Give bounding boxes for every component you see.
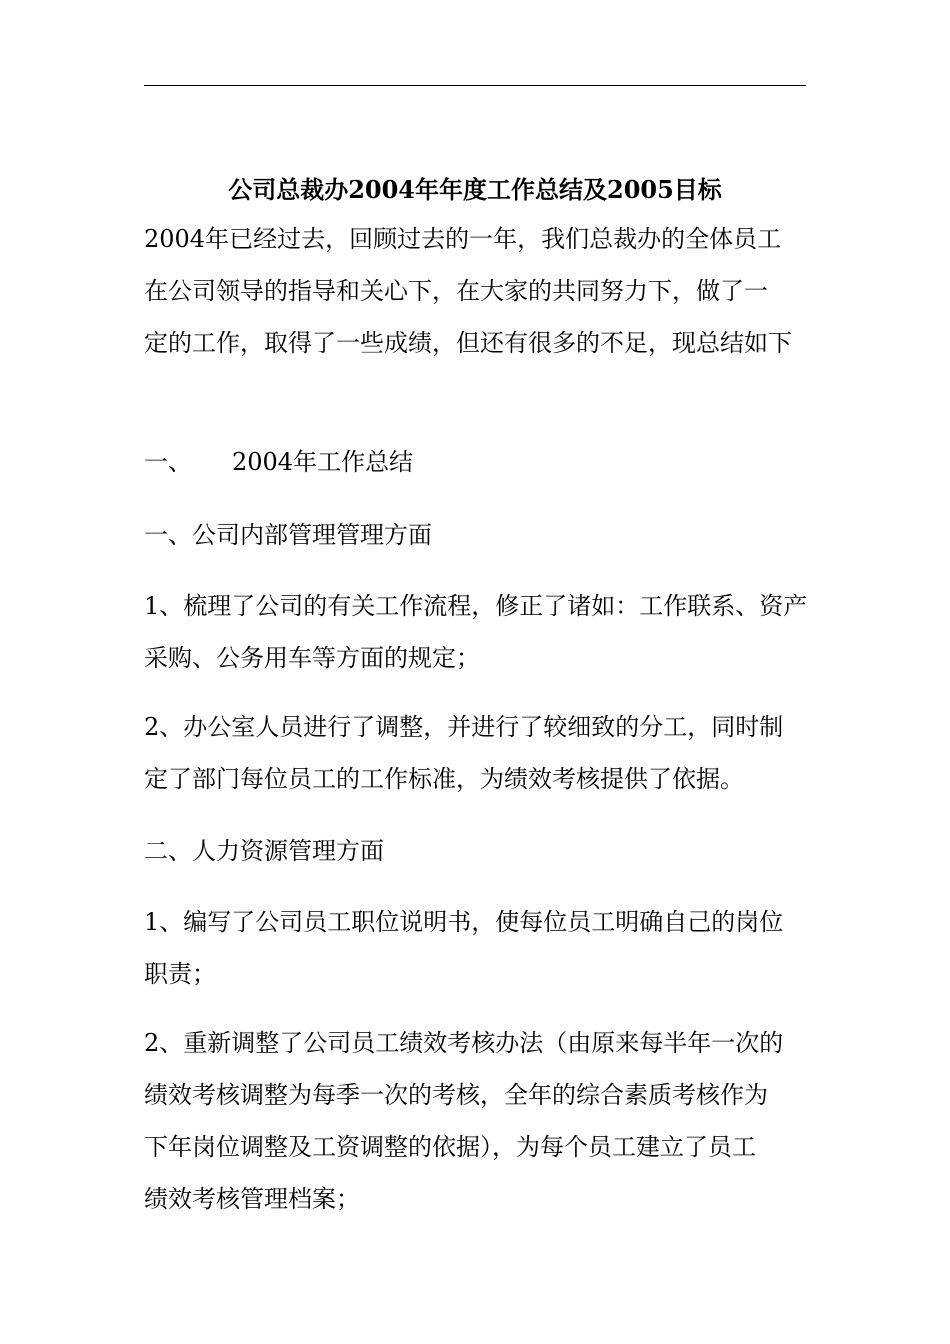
section-title: 2004年工作总结 — [232, 448, 414, 476]
document-title: 公司总裁办2004年年度工作总结及2005目标 — [228, 175, 722, 204]
list-item — [144, 580, 806, 684]
list-item — [144, 1017, 806, 1225]
list-item-line: 绩效考核调整为每季一次的考核，全年的综合素质考核作为 — [144, 1081, 768, 1109]
list-item-line: 定了部门每位员工的工作标准，为绩效考核提供了依据。 — [144, 765, 744, 793]
section-heading-2004-summary — [144, 442, 413, 482]
list-item-line: 1、梳理了公司的有关工作流程，修正了诸如：工作联系、资产 — [144, 592, 808, 620]
intro-line: 定的工作，取得了一些成绩，但还有很多的不足，现总结如下 — [144, 329, 792, 357]
list-item-line: 绩效考核管理档案； — [144, 1185, 360, 1213]
intro-line: 2004年已经过去，回顾过去的一年，我们总裁办的全体员工 — [144, 225, 782, 253]
intro-line: 在公司领导的指导和关心下，在大家的共同努力下，做了一 — [144, 277, 768, 305]
list-item-line: 2、重新调整了公司员工绩效考核办法（由原来每半年一次的 — [144, 1029, 784, 1057]
subsection-heading-internal-management: 一、公司内部管理管理方面 — [144, 521, 432, 549]
list-item — [144, 896, 806, 1000]
list-item-line: 职责； — [144, 960, 216, 988]
intro-paragraph — [144, 213, 806, 369]
header-rule — [144, 85, 806, 86]
list-item — [144, 701, 806, 805]
section-number: 一、 — [144, 448, 192, 476]
list-item-line: 2、办公室人员进行了调整，并进行了较细致的分工，同时制 — [144, 713, 784, 741]
list-item-line: 下年岗位调整及工资调整的依据），为每个员工建立了员工 — [144, 1133, 756, 1161]
list-item-line: 1、编写了公司员工职位说明书，使每位员工明确自己的岗位 — [144, 908, 784, 936]
subsection-heading-hr-management: 二、人力资源管理方面 — [144, 837, 384, 865]
list-item-line: 采购、公务用车等方面的规定； — [144, 644, 480, 672]
